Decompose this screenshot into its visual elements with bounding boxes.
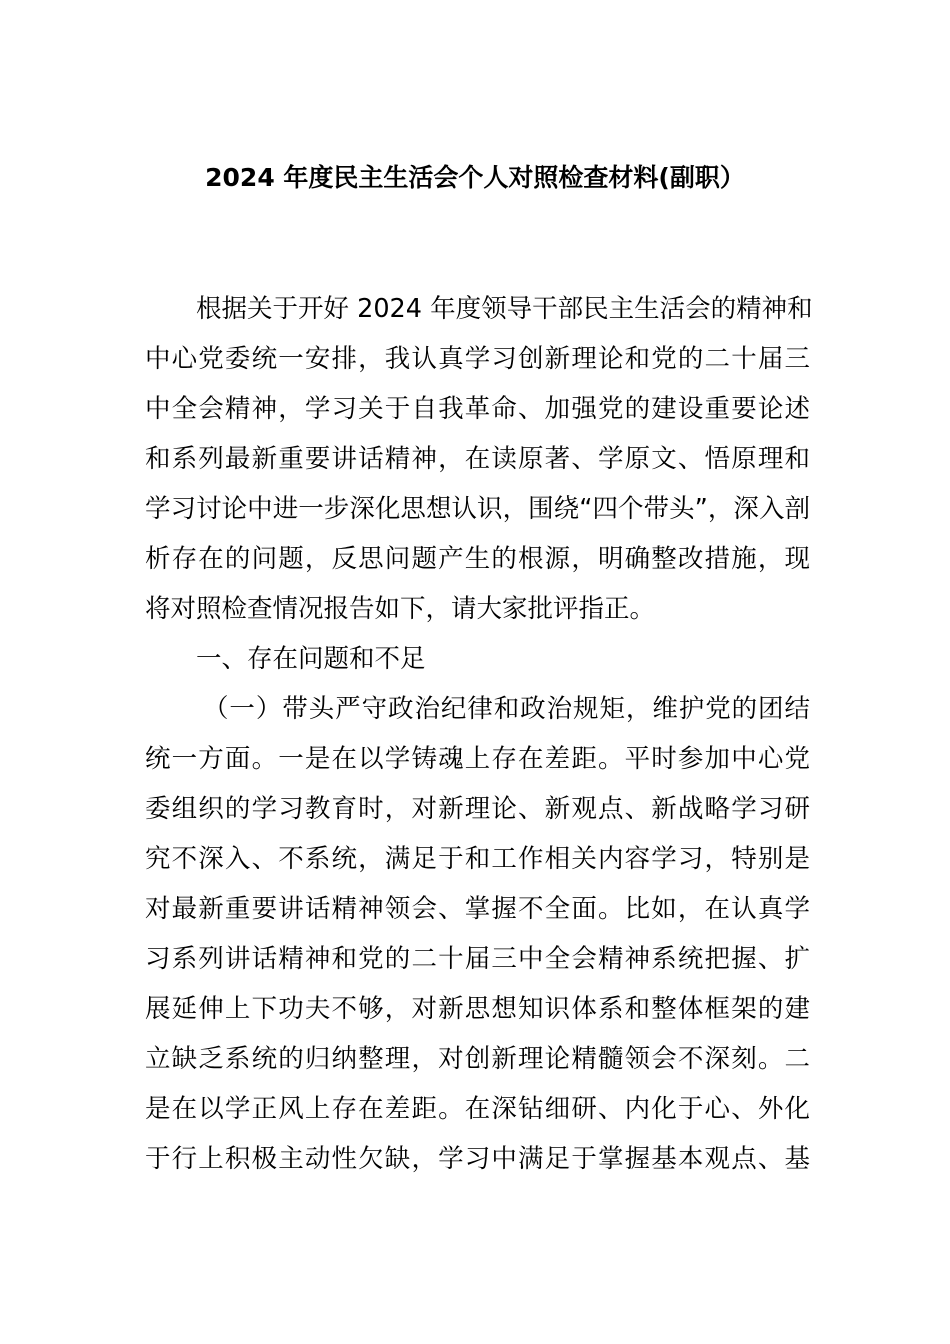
paragraph-line: 习系列讲话精神和党的二十届三中全会精神系统把握、扩 — [145, 944, 810, 974]
section-heading: 一、存在问题和不足 — [196, 644, 426, 674]
document-body — [145, 284, 813, 1184]
paragraph-line: 和系列最新重要讲话精神，在读原著、学原文、悟原理和 — [145, 444, 810, 474]
paragraph-line: 根据关于开好 2024 年度领导干部民主生活会的精神和 — [196, 294, 813, 324]
paragraph-line: 中心党委统一安排，我认真学习创新理论和党的二十届三 — [145, 344, 810, 374]
paragraph-line: 学习讨论中进一步深化思想认识，围绕“四个带头”，深入剖 — [145, 494, 810, 524]
paragraph-line: 是在以学正风上存在差距。在深钻细研、内化于心、外化 — [145, 1094, 810, 1124]
document-title: 2024 年度民主生活会个人对照检查材料(副职） — [205, 163, 745, 192]
paragraph-line: 展延伸上下功夫不够，对新思想知识体系和整体框架的建 — [145, 994, 810, 1024]
paragraph-line: 中全会精神，学习关于自我革命、加强党的建设重要论述 — [145, 394, 810, 424]
paragraph-line: 对最新重要讲话精神领会、掌握不全面。比如，在认真学 — [145, 894, 810, 924]
paragraph-line: 立缺乏系统的归纳整理，对创新理论精髓领会不深刻。二 — [145, 1044, 810, 1074]
paragraph-line: 于行上积极主动性欠缺，学习中满足于掌握基本观点、基 — [145, 1144, 810, 1174]
subsection-heading-line: （一）带头严守政治纪律和政治规矩，维护党的团结 — [203, 694, 810, 724]
paragraph-line: 析存在的问题，反思问题产生的根源，明确整改措施，现 — [145, 544, 810, 574]
paragraph-line: 究不深入、不系统，满足于和工作相关内容学习，特别是 — [145, 844, 810, 874]
paragraph-line: 委组织的学习教育时，对新理论、新观点、新战略学习研 — [145, 794, 810, 824]
paragraph-line: 统一方面。一是在以学铸魂上存在差距。平时参加中心党 — [145, 744, 810, 774]
paragraph-line: 将对照检查情况报告如下，请大家批评指正。 — [145, 594, 656, 624]
